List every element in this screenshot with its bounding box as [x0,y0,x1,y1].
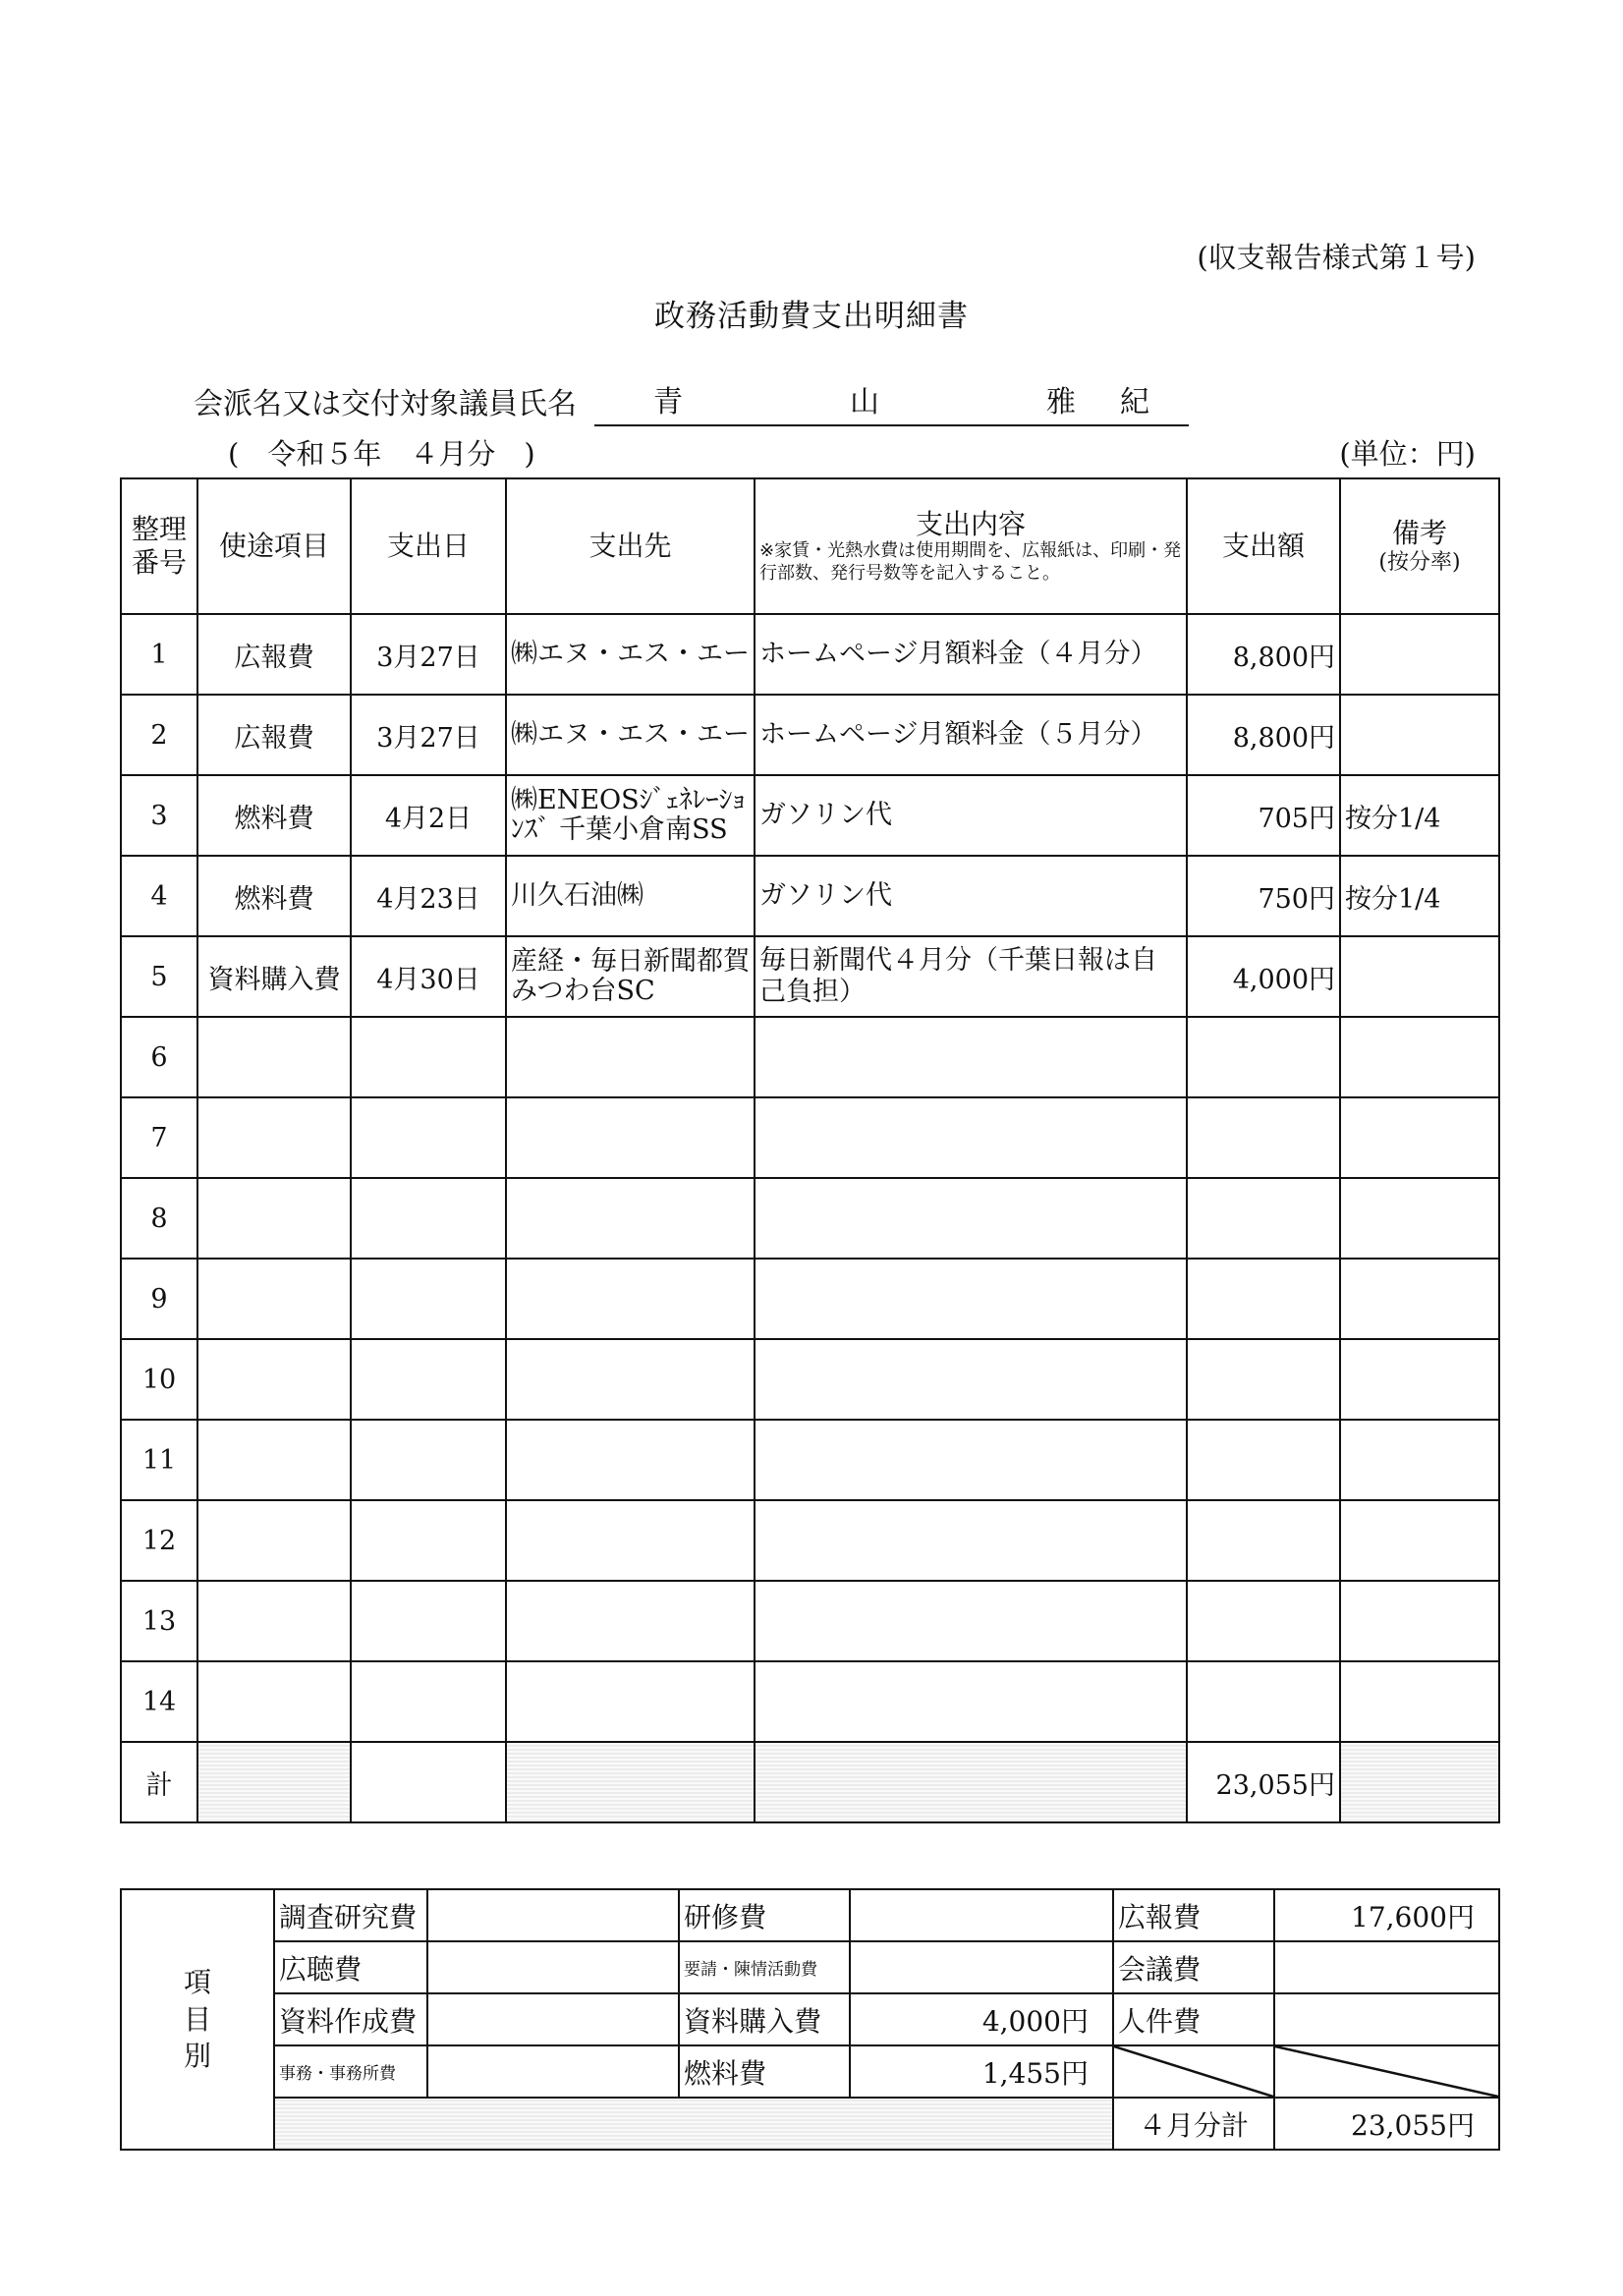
header-content-note: ※家賃・光熱水費は使用期間を、広報紙は、印刷・発行部数、発行号数等を記入すること。 [759,540,1182,584]
row-remarks [1340,1097,1499,1178]
table-row [121,1259,1499,1339]
row-date: 4月2日 [351,775,506,856]
form-number: (収支報告様式第１号) [1197,241,1476,274]
row-remarks [1340,1259,1499,1339]
table-row [121,1017,1499,1097]
office-amount [427,2045,679,2098]
training-label: 研修費 [679,1889,850,1941]
row-remarks [1340,936,1499,1017]
total-label: 計 [121,1742,197,1822]
row-amount [1187,1500,1340,1581]
row-amount [1187,1420,1340,1500]
header-no: 整理番号 [121,478,197,614]
row-content: 毎日新聞代４月分（千葉日報は自己負担） [755,936,1187,1017]
summary-shaded-blank [274,2098,1113,2150]
summary-side-label [121,1889,274,2150]
row-payee [506,1017,755,1097]
row-amount: 8,800円 [1187,614,1340,695]
document-title: 政務活動費支出明細書 [654,299,969,334]
row-content [755,1500,1187,1581]
total-row [121,1742,1499,1822]
row-date: 4月30日 [351,936,506,1017]
row-category: 広報費 [197,695,351,775]
row-no: 12 [121,1500,197,1581]
row-category [197,1500,351,1581]
table-row [121,695,1499,775]
materials-purchase-label: 資料購入費 [679,1993,850,2045]
row-category: 広報費 [197,614,351,695]
row-payee: 川久石油㈱ [506,856,755,936]
row-content [755,1581,1187,1661]
row-no: 7 [121,1097,197,1178]
row-date [351,1017,506,1097]
row-amount [1187,1178,1340,1259]
row-payee: 産経・毎日新聞都賀みつわ台SC [506,936,755,1017]
table-row [121,1661,1499,1742]
row-content [755,1420,1187,1500]
name-char-4: 紀 [1120,385,1149,420]
table-row [121,775,1499,856]
office-label: 事務・事務所費 [274,2045,427,2098]
row-no: 4 [121,856,197,936]
materials-purchase-amount: 4,000円 [850,1993,1113,2045]
row-content: ホームページ月額料金（４月分） [755,614,1187,695]
row-remarks: 按分1/4 [1340,856,1499,936]
header-category: 使途項目 [197,478,351,614]
unit-label: (単位：円) [1339,437,1476,471]
row-date [351,1097,506,1178]
total-blank-date [351,1742,506,1822]
row-no: 6 [121,1017,197,1097]
row-payee: ㈱エヌ・エス・エー [506,614,755,695]
row-payee [506,1500,755,1581]
row-no: 5 [121,936,197,1017]
row-payee: ㈱ENEOSｼﾞｪﾈﾚｰｼｮﾝｽﾞ 千葉小倉南SS [506,775,755,856]
row-content: ガソリン代 [755,775,1187,856]
row-content: ガソリン代 [755,856,1187,936]
diagonal-blank-2 [1274,2045,1499,2098]
expense-table [120,477,1500,1823]
side-char-1: 項 [183,1965,211,1998]
meeting-amount [1274,1941,1499,1993]
row-remarks [1340,1420,1499,1500]
row-remarks: 按分1/4 [1340,775,1499,856]
table-row [121,1420,1499,1500]
header-remarks-label: 備考 [1391,517,1447,549]
fuel-label: 燃料費 [679,2045,850,2098]
row-remarks [1340,614,1499,695]
header-payee: 支出先 [506,478,755,614]
row-no: 10 [121,1339,197,1420]
name-char-3: 雅 [1046,385,1076,420]
row-content [755,1339,1187,1420]
row-no: 3 [121,775,197,856]
row-no: 1 [121,614,197,695]
row-payee [506,1661,755,1742]
name-char-2: 山 [850,385,879,420]
row-amount [1187,1661,1340,1742]
petition-amount [850,1941,1113,1993]
total-shade-payee [506,1742,755,1822]
row-content [755,1661,1187,1742]
total-shade-content [755,1742,1187,1822]
row-remarks [1340,1339,1499,1420]
table-row [121,856,1499,936]
row-amount [1187,1339,1340,1420]
row-remarks [1340,1178,1499,1259]
header-amount: 支出額 [1187,478,1340,614]
row-no: 13 [121,1581,197,1661]
row-date: 3月27日 [351,695,506,775]
table-row [121,1500,1499,1581]
row-category [197,1581,351,1661]
row-content [755,1178,1187,1259]
fuel-amount: 1,455円 [850,2045,1113,2098]
table-row [121,614,1499,695]
row-content [755,1017,1187,1097]
training-amount [850,1889,1113,1941]
total-shade-remarks [1340,1742,1499,1822]
row-payee [506,1097,755,1178]
row-amount [1187,1097,1340,1178]
row-date: 3月27日 [351,614,506,695]
row-date [351,1500,506,1581]
research-amount [427,1889,679,1941]
header-remarks [1340,478,1499,614]
row-category [197,1420,351,1500]
header-content [755,478,1187,614]
table-row [121,1097,1499,1178]
row-remarks [1340,695,1499,775]
row-payee [506,1420,755,1500]
row-amount [1187,1581,1340,1661]
row-category [197,1339,351,1420]
side-char-3: 別 [183,2040,211,2073]
personnel-label: 人件費 [1113,1993,1274,2045]
table-row [121,1581,1499,1661]
row-content [755,1097,1187,1178]
row-no: 8 [121,1178,197,1259]
row-remarks [1340,1017,1499,1097]
row-date [351,1581,506,1661]
row-no: 2 [121,695,197,775]
row-category [197,1097,351,1178]
petition-label: 要請・陳情活動費 [679,1941,850,1993]
header-remarks-sub: (按分率) [1378,549,1461,575]
materials-creation-label: 資料作成費 [274,1993,427,2045]
personnel-amount [1274,1993,1499,2045]
month-total-amount: 23,055円 [1274,2098,1499,2150]
total-shade-category [197,1742,351,1822]
month-total-label: ４月分計 [1113,2098,1274,2150]
row-date [351,1661,506,1742]
publicity-amount: 17,600円 [1274,1889,1499,1941]
row-remarks [1340,1500,1499,1581]
row-category: 燃料費 [197,856,351,936]
row-payee [506,1339,755,1420]
row-date [351,1420,506,1500]
side-char-2: 目 [183,2002,211,2036]
materials-creation-amount [427,1993,679,2045]
name-char-1: 青 [653,385,683,420]
diagonal-blank-1 [1113,2045,1274,2098]
row-amount: 8,800円 [1187,695,1340,775]
row-amount [1187,1259,1340,1339]
hearing-label: 広聴費 [274,1941,427,1993]
row-remarks [1340,1661,1499,1742]
row-amount: 705円 [1187,775,1340,856]
row-category [197,1259,351,1339]
row-no: 9 [121,1259,197,1339]
row-payee [506,1178,755,1259]
row-content: ホームページ月額料金（５月分） [755,695,1187,775]
row-date [351,1339,506,1420]
row-amount: 4,000円 [1187,936,1340,1017]
row-date: 4月23日 [351,856,506,936]
meeting-label: 会議費 [1113,1941,1274,1993]
total-amount: 23,055円 [1187,1742,1340,1822]
row-remarks [1340,1581,1499,1661]
row-category: 燃料費 [197,775,351,856]
row-payee: ㈱エヌ・エス・エー [506,695,755,775]
hearing-amount [427,1941,679,1993]
table-header-row [121,478,1499,614]
table-row [121,936,1499,1017]
research-label: 調査研究費 [274,1889,427,1941]
row-no: 14 [121,1661,197,1742]
summary-table [120,1888,1500,2151]
row-amount [1187,1017,1340,1097]
table-row [121,1178,1499,1259]
member-name-last [982,377,1179,424]
row-amount: 750円 [1187,856,1340,936]
table-row [121,1339,1499,1420]
row-content [755,1259,1187,1339]
header-date: 支出日 [351,478,506,614]
report-period: ( 令和５年 ４月分 ) [228,437,535,471]
row-category [197,1661,351,1742]
row-payee [506,1581,755,1661]
name-label: 会派名又は交付対象議員氏名 [194,387,577,421]
header-content-label: 支出内容 [915,507,1026,540]
publicity-label: 広報費 [1113,1889,1274,1941]
row-payee [506,1259,755,1339]
row-date [351,1178,506,1259]
row-category [197,1178,351,1259]
row-category [197,1017,351,1097]
row-category: 資料購入費 [197,936,351,1017]
row-no: 11 [121,1420,197,1500]
row-date [351,1259,506,1339]
